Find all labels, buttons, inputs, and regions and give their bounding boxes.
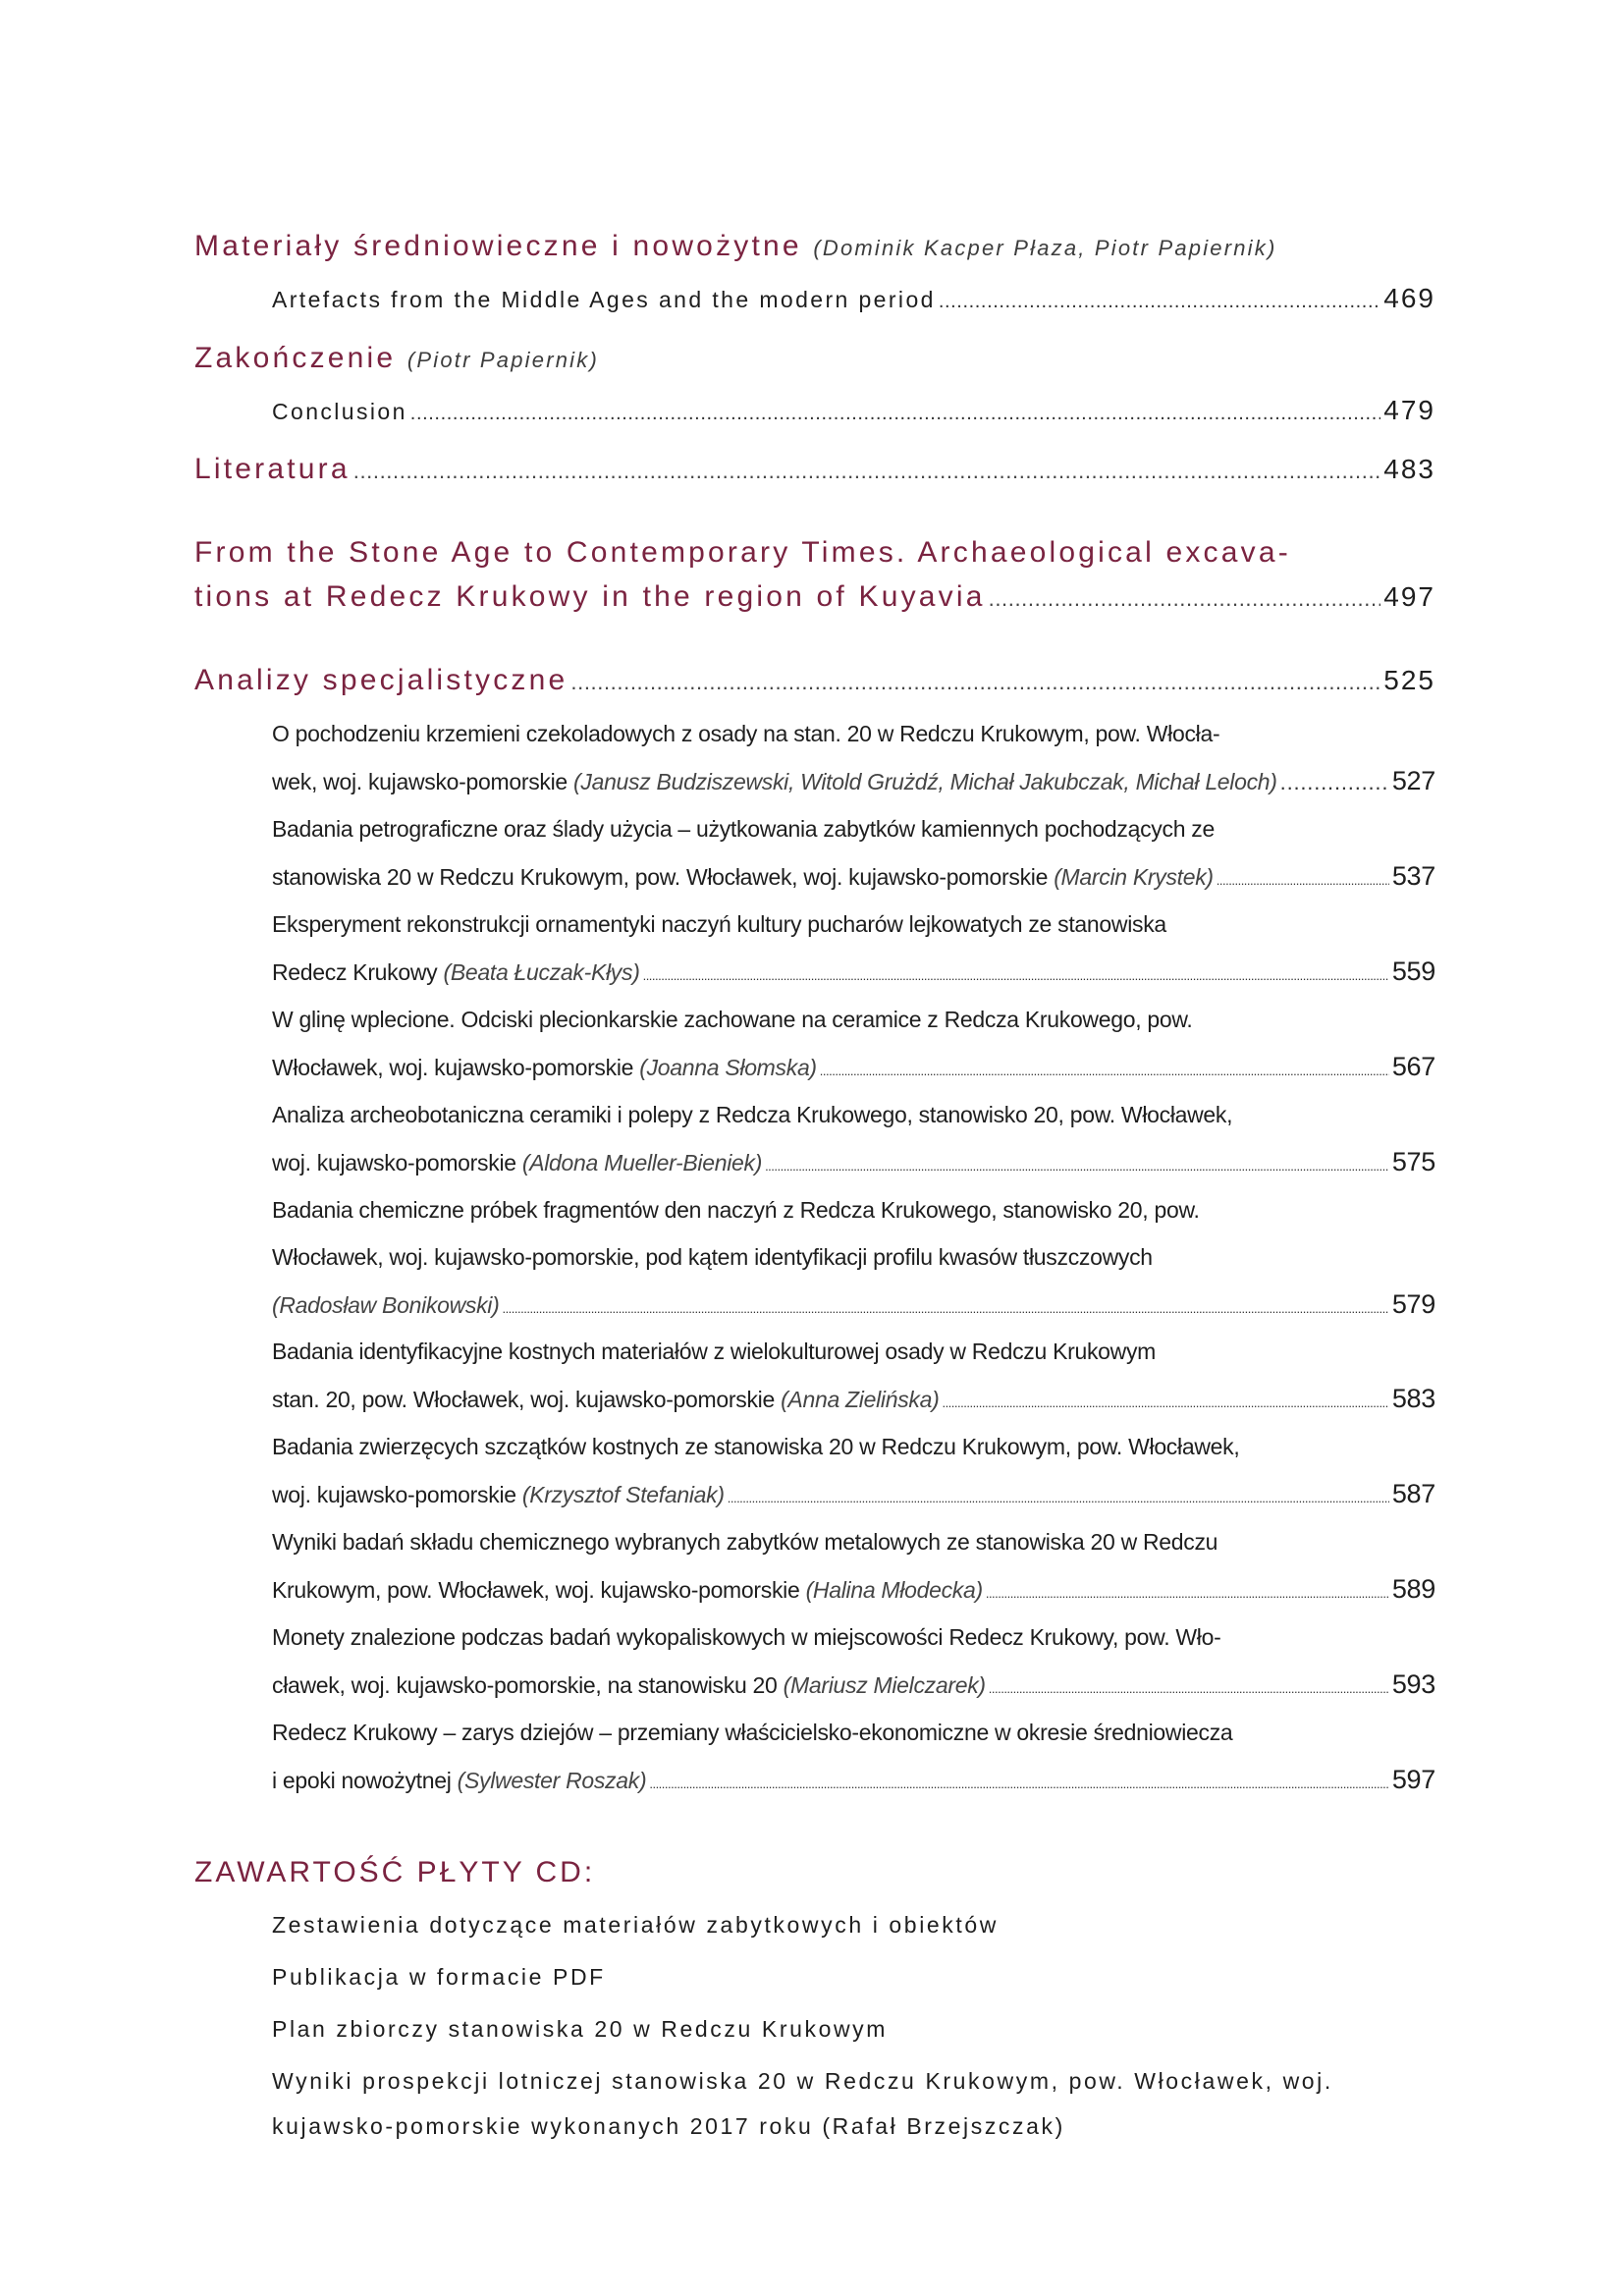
entry-title-line: Eksperyment rekonstrukcji ornamentyki naczyń kultury pucharów lejkowatych ze stanowiska [272, 911, 1166, 937]
entry-title-line: Analiza archeobotaniczna ceramiki i polepy z Redcza Krukowego, stanowisko 20, pow. Włocławek, [272, 1102, 1233, 1127]
toc-subentry[interactable] [272, 393, 1435, 431]
toc-entry[interactable] [272, 1709, 1435, 1808]
entry-title-end: cławek, woj. kujawsko-pomorskie, na stanowisku 20 [272, 1672, 778, 1698]
dot-leader [570, 660, 1380, 704]
dot-leader [410, 396, 1380, 431]
page-number: 483 [1383, 454, 1435, 484]
page-number: 525 [1383, 665, 1435, 695]
toc-entry[interactable] [272, 1091, 1435, 1190]
toc-section-heading [194, 336, 1435, 382]
entry-title-line: W glinę wplecione. Odciski plecionkarskie zachowane na ceramice z Redcza Krukowego, pow. [272, 1007, 1193, 1032]
toc-entry[interactable] [272, 1186, 1435, 1333]
dot-leader [728, 1475, 1389, 1522]
page-number: 587 [1391, 1479, 1435, 1508]
dot-leader [649, 1761, 1389, 1808]
entry-author: (Joanna Słomska) [639, 1055, 817, 1080]
entry-title-line: Badania petrograficzne oraz ślady użycia – użytkowania zabytków kamiennych pochodzących ze [272, 816, 1215, 842]
section-title: Zakończenie [194, 342, 397, 374]
entry-title-end: i epoki nowożytnej [272, 1768, 452, 1793]
entry-last-line [272, 1565, 1435, 1617]
dot-leader [986, 1570, 1389, 1617]
cd-item: Publikacja w formacie PDF [272, 1964, 606, 1990]
entry-title-line: Badania identyfikacyjne kostnych materiałów z wielokulturowej osady w Redczu Krukowym [272, 1339, 1157, 1364]
entry-last-line [272, 1756, 1435, 1808]
toc-section-entry[interactable] [194, 447, 1435, 493]
cd-item: kujawsko-pomorskie wykonanych 2017 roku (Rafał Brzejszczak) [272, 2113, 1065, 2139]
entry-author: (Radosław Bonikowski) [272, 1292, 500, 1318]
entry-last-line [272, 1470, 1435, 1522]
subentry-title: Artefacts from the Middle Ages and the modern period [272, 287, 936, 312]
dot-leader [989, 1666, 1389, 1713]
toc-section-heading [194, 224, 1435, 270]
toc-section-heading [194, 530, 1435, 574]
toc-entry[interactable] [272, 901, 1435, 1000]
entry-title-end: woj. kujawsko-pomorskie [272, 1482, 516, 1507]
entry-last-line [272, 1138, 1435, 1190]
page-number: 579 [1391, 1289, 1435, 1319]
entry-title-line: Badania chemiczne próbek fragmentów den naczyń z Redcza Krukowego, stanowisko 20, pow. [272, 1197, 1200, 1223]
entry-last-line [272, 852, 1435, 904]
dot-leader [939, 284, 1380, 319]
entry-author: (Mariusz Mielczarek) [783, 1672, 986, 1698]
toc-entry[interactable] [272, 996, 1435, 1095]
dot-leader [643, 953, 1389, 1000]
toc-entry[interactable] [272, 1613, 1435, 1713]
entry-author: (Beata Łuczak-Kłys) [443, 959, 640, 985]
page-number: 469 [1383, 283, 1435, 313]
dot-leader [353, 449, 1381, 493]
cd-item: Zestawienia dotyczące materiałów zabytkowych i obiektów [272, 1912, 999, 1938]
section-title-line2: tions at Redecz Krukowy in the region of Kuyavia [194, 580, 986, 613]
dot-leader [765, 1143, 1389, 1190]
toc-entry[interactable] [272, 805, 1435, 904]
entry-author: (Marcin Krystek) [1054, 864, 1214, 890]
section-author: (Dominik Kacper Płaza, Piotr Papiernik) [813, 236, 1277, 260]
entry-title-end: woj. kujawsko-pomorskie [272, 1150, 516, 1175]
entry-title-line: Monety znalezione podczas badań wykopaliskowych w miejscowości Redecz Krukowy, pow. Wło- [272, 1624, 1221, 1650]
cd-contents-heading: ZAWARTOŚĆ PŁYTY CD: [194, 1856, 596, 1888]
entry-title-end: stanowiska 20 w Redczu Krukowym, pow. Włocławek, woj. kujawsko-pomorskie [272, 864, 1049, 890]
entry-title-line: O pochodzeniu krzemieni czekoladowych z osady na stan. 20 w Redczu Krukowym, pow. Włocła- [272, 721, 1220, 746]
entry-author: (Krzysztof Stefaniak) [521, 1482, 725, 1507]
toc-section-entry[interactable] [194, 658, 1435, 704]
section-title: Literatura [194, 453, 351, 485]
cd-item: Wyniki prospekcji lotniczej stanowiska 20 w Redczu Krukowym, pow. Włocławek, woj. [272, 2068, 1333, 2094]
entry-title-end: stan. 20, pow. Włocławek, woj. kujawsko-pomorskie [272, 1387, 775, 1412]
page-number: 597 [1391, 1765, 1435, 1794]
entry-author: (Aldona Mueller-Bieniek) [521, 1150, 763, 1175]
page-number: 527 [1391, 766, 1435, 795]
entry-last-line [272, 1661, 1435, 1713]
toc-entry[interactable] [272, 1518, 1435, 1617]
entry-title-end: Krukowym, pow. Włocławek, woj. kujawsko-pomorskie [272, 1577, 800, 1603]
page-number: 559 [1391, 957, 1435, 986]
page-number: 497 [1383, 581, 1435, 612]
page-number: 537 [1391, 861, 1435, 891]
dot-leader [502, 1285, 1388, 1333]
entry-author: (Janusz Budziszewski, Witold Grużdź, Michał Jakubczak, Michał Leloch) [573, 769, 1277, 794]
section-title-line1: From the Stone Age to Contemporary Times. Archaeological excava- [194, 536, 1291, 569]
entry-author: (Halina Młodecka) [805, 1577, 983, 1603]
toc-entry[interactable] [272, 710, 1435, 806]
toc-section-entry[interactable] [194, 574, 1435, 621]
entry-title-end: wek, woj. kujawsko-pomorskie [272, 769, 568, 794]
section-author: (Piotr Papiernik) [406, 348, 599, 372]
dot-leader [820, 1048, 1389, 1095]
page-number: 479 [1383, 395, 1435, 425]
entry-title-line: Włocławek, woj. kujawsko-pomorskie, pod kątem identyfikacji profilu kwasów tłuszczowych [272, 1244, 1153, 1270]
subentry-title: Conclusion [272, 399, 407, 424]
entry-author: (Sylwester Roszak) [457, 1768, 647, 1793]
page-number: 583 [1391, 1384, 1435, 1413]
entry-title-end: Włocławek, woj. kujawsko-pomorskie [272, 1055, 634, 1080]
page-number: 593 [1391, 1669, 1435, 1699]
page-number: 575 [1391, 1147, 1435, 1176]
entry-title-end: Redecz Krukowy [272, 959, 438, 985]
entry-author: (Anna Zielińska) [781, 1387, 940, 1412]
entry-last-line [272, 1281, 1435, 1333]
toc-entry[interactable] [272, 1328, 1435, 1427]
entry-last-line [272, 1043, 1435, 1095]
entry-title-line: Redecz Krukowy – zarys dziejów – przemiany właścicielsko-ekonomiczne w okresie średniowiecza [272, 1720, 1233, 1745]
entry-last-line [272, 948, 1435, 1000]
cd-item: Plan zbiorczy stanowiska 20 w Redczu Krukowym [272, 2016, 889, 2042]
page-number: 589 [1391, 1574, 1435, 1604]
dot-leader [1280, 759, 1389, 806]
toc-entry[interactable] [272, 1423, 1435, 1522]
section-title: Analizy specjalistyczne [194, 664, 568, 696]
entry-last-line [272, 1375, 1435, 1427]
toc-subentry[interactable] [272, 281, 1435, 319]
dot-leader [1217, 857, 1389, 904]
entry-last-line [272, 757, 1435, 806]
entry-title-line: Badania zwierzęcych szczątków kostnych ze stanowiska 20 w Redczu Krukowym, pow. Włocławek, [272, 1434, 1240, 1459]
dot-leader [989, 576, 1381, 621]
page-number: 567 [1391, 1052, 1435, 1081]
dot-leader [942, 1380, 1388, 1427]
entry-title-line: Wyniki badań składu chemicznego wybranych zabytków metalowych ze stanowiska 20 w Redczu [272, 1529, 1218, 1555]
section-title: Materiały średniowieczne i nowożytne [194, 230, 802, 262]
